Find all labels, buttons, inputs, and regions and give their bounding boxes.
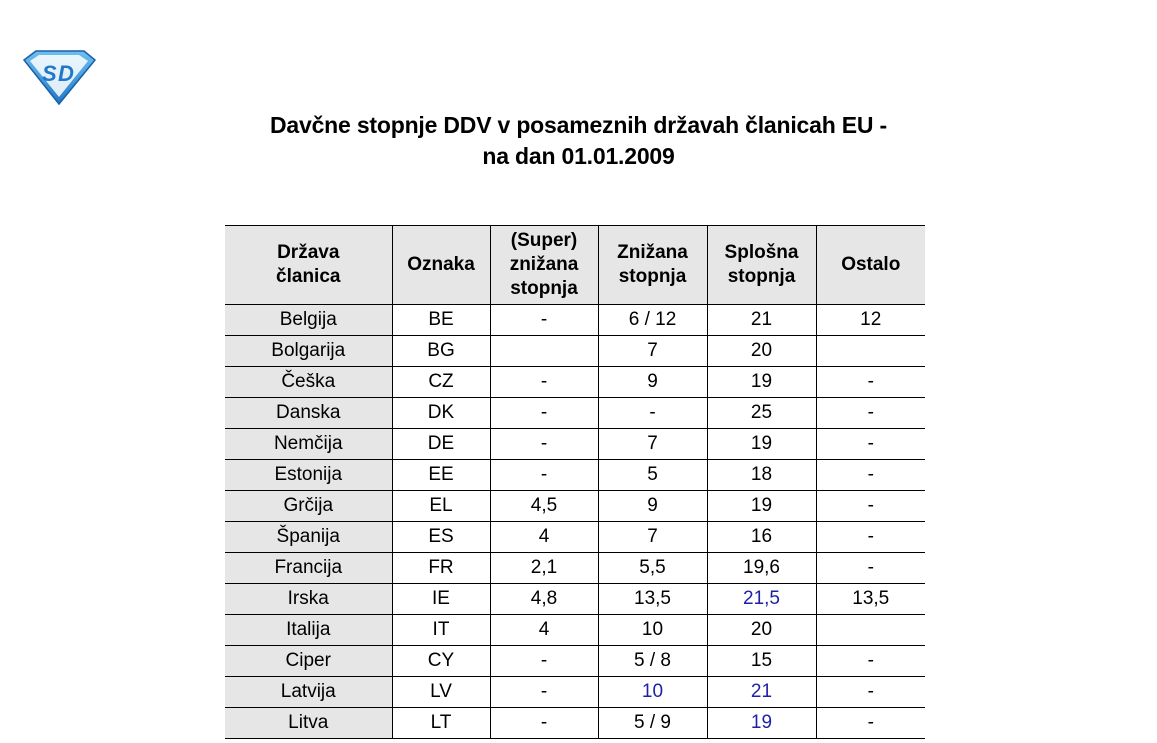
cell-country: Nemčija	[225, 429, 392, 460]
cell-reduced: 7	[598, 336, 707, 367]
cell-standard: 21	[707, 305, 816, 336]
cell-other: -	[816, 429, 925, 460]
cell-standard: 19,6	[707, 553, 816, 584]
cell-other: -	[816, 367, 925, 398]
cell-reduced: 5 / 9	[598, 708, 707, 739]
table-row	[225, 429, 925, 460]
table-row	[225, 522, 925, 553]
cell-other: 13,5	[816, 584, 925, 615]
cell-reduced: 10	[598, 677, 707, 708]
cell-other: -	[816, 677, 925, 708]
cell-country: Irska	[225, 584, 392, 615]
cell-country: Bolgarija	[225, 336, 392, 367]
cell-country: Latvija	[225, 677, 392, 708]
cell-other: -	[816, 398, 925, 429]
cell-standard: 20	[707, 336, 816, 367]
table-row	[225, 336, 925, 367]
cell-standard: 16	[707, 522, 816, 553]
cell-super-reduced: 2,1	[490, 553, 598, 584]
cell-standard: 15	[707, 646, 816, 677]
cell-country: Češka	[225, 367, 392, 398]
cell-standard: 21,5	[707, 584, 816, 615]
table-row	[225, 491, 925, 522]
cell-code: BE	[392, 305, 490, 336]
cell-code: IE	[392, 584, 490, 615]
cell-code: IT	[392, 615, 490, 646]
header-country: Država članica	[225, 226, 392, 305]
cell-other	[816, 615, 925, 646]
cell-reduced: 13,5	[598, 584, 707, 615]
svg-text:D: D	[58, 61, 74, 86]
cell-country: Danska	[225, 398, 392, 429]
cell-country: Belgija	[225, 305, 392, 336]
cell-country: Litva	[225, 708, 392, 739]
table-row	[225, 646, 925, 677]
cell-country: Španija	[225, 522, 392, 553]
cell-super-reduced: -	[490, 646, 598, 677]
cell-reduced: 5,5	[598, 553, 707, 584]
cell-reduced: 5	[598, 460, 707, 491]
header-standard: Splošna stopnja	[707, 226, 816, 305]
sd-shield-logo-icon	[22, 50, 96, 106]
cell-standard: 19	[707, 367, 816, 398]
cell-code: LT	[392, 708, 490, 739]
cell-super-reduced: -	[490, 429, 598, 460]
cell-super-reduced: -	[490, 708, 598, 739]
cell-super-reduced: 4,5	[490, 491, 598, 522]
cell-super-reduced	[490, 336, 598, 367]
cell-code: DK	[392, 398, 490, 429]
cell-super-reduced: -	[490, 367, 598, 398]
table-row	[225, 553, 925, 584]
header-super-reduced: (Super) znižana stopnja	[490, 226, 598, 305]
cell-code: DE	[392, 429, 490, 460]
cell-other	[816, 336, 925, 367]
cell-code: EE	[392, 460, 490, 491]
cell-code: LV	[392, 677, 490, 708]
cell-other: -	[816, 522, 925, 553]
table-row	[225, 398, 925, 429]
cell-reduced: 5 / 8	[598, 646, 707, 677]
cell-standard: 19	[707, 708, 816, 739]
header-other: Ostalo	[816, 226, 925, 305]
header-code: Oznaka	[392, 226, 490, 305]
cell-reduced: 7	[598, 522, 707, 553]
table-row	[225, 305, 925, 336]
table-row	[225, 367, 925, 398]
cell-country: Italija	[225, 615, 392, 646]
cell-reduced: -	[598, 398, 707, 429]
cell-other: 12	[816, 305, 925, 336]
cell-country: Grčija	[225, 491, 392, 522]
cell-standard: 20	[707, 615, 816, 646]
cell-other: -	[816, 646, 925, 677]
page-title-line-2: na dan 01.01.2009	[482, 143, 675, 169]
cell-country: Francija	[225, 553, 392, 584]
cell-standard: 21	[707, 677, 816, 708]
cell-super-reduced: -	[490, 398, 598, 429]
table-row	[225, 584, 925, 615]
cell-super-reduced: -	[490, 305, 598, 336]
cell-standard: 19	[707, 429, 816, 460]
cell-super-reduced: 4	[490, 615, 598, 646]
table-header-row	[225, 226, 925, 305]
cell-code: CZ	[392, 367, 490, 398]
cell-code: BG	[392, 336, 490, 367]
header-reduced: Znižana stopnja	[598, 226, 707, 305]
cell-code: FR	[392, 553, 490, 584]
cell-super-reduced: 4,8	[490, 584, 598, 615]
cell-code: EL	[392, 491, 490, 522]
page-title	[0, 110, 1157, 172]
cell-code: ES	[392, 522, 490, 553]
cell-code: CY	[392, 646, 490, 677]
cell-standard: 18	[707, 460, 816, 491]
cell-super-reduced: -	[490, 460, 598, 491]
cell-other: -	[816, 708, 925, 739]
cell-reduced: 9	[598, 367, 707, 398]
cell-reduced: 10	[598, 615, 707, 646]
cell-reduced: 6 / 12	[598, 305, 707, 336]
cell-super-reduced: 4	[490, 522, 598, 553]
vat-rates-table	[225, 225, 925, 739]
cell-standard: 19	[707, 491, 816, 522]
cell-country: Estonija	[225, 460, 392, 491]
table-row	[225, 615, 925, 646]
cell-super-reduced: -	[490, 677, 598, 708]
cell-reduced: 7	[598, 429, 707, 460]
table-row	[225, 460, 925, 491]
svg-text:S: S	[42, 61, 57, 86]
table-body	[225, 305, 925, 739]
cell-other: -	[816, 460, 925, 491]
table-row	[225, 708, 925, 739]
cell-country: Ciper	[225, 646, 392, 677]
cell-other: -	[816, 491, 925, 522]
cell-reduced: 9	[598, 491, 707, 522]
cell-other: -	[816, 553, 925, 584]
cell-standard: 25	[707, 398, 816, 429]
page-title-line-1: Davčne stopnje DDV v posameznih državah članicah EU -	[270, 112, 887, 138]
table-row	[225, 677, 925, 708]
